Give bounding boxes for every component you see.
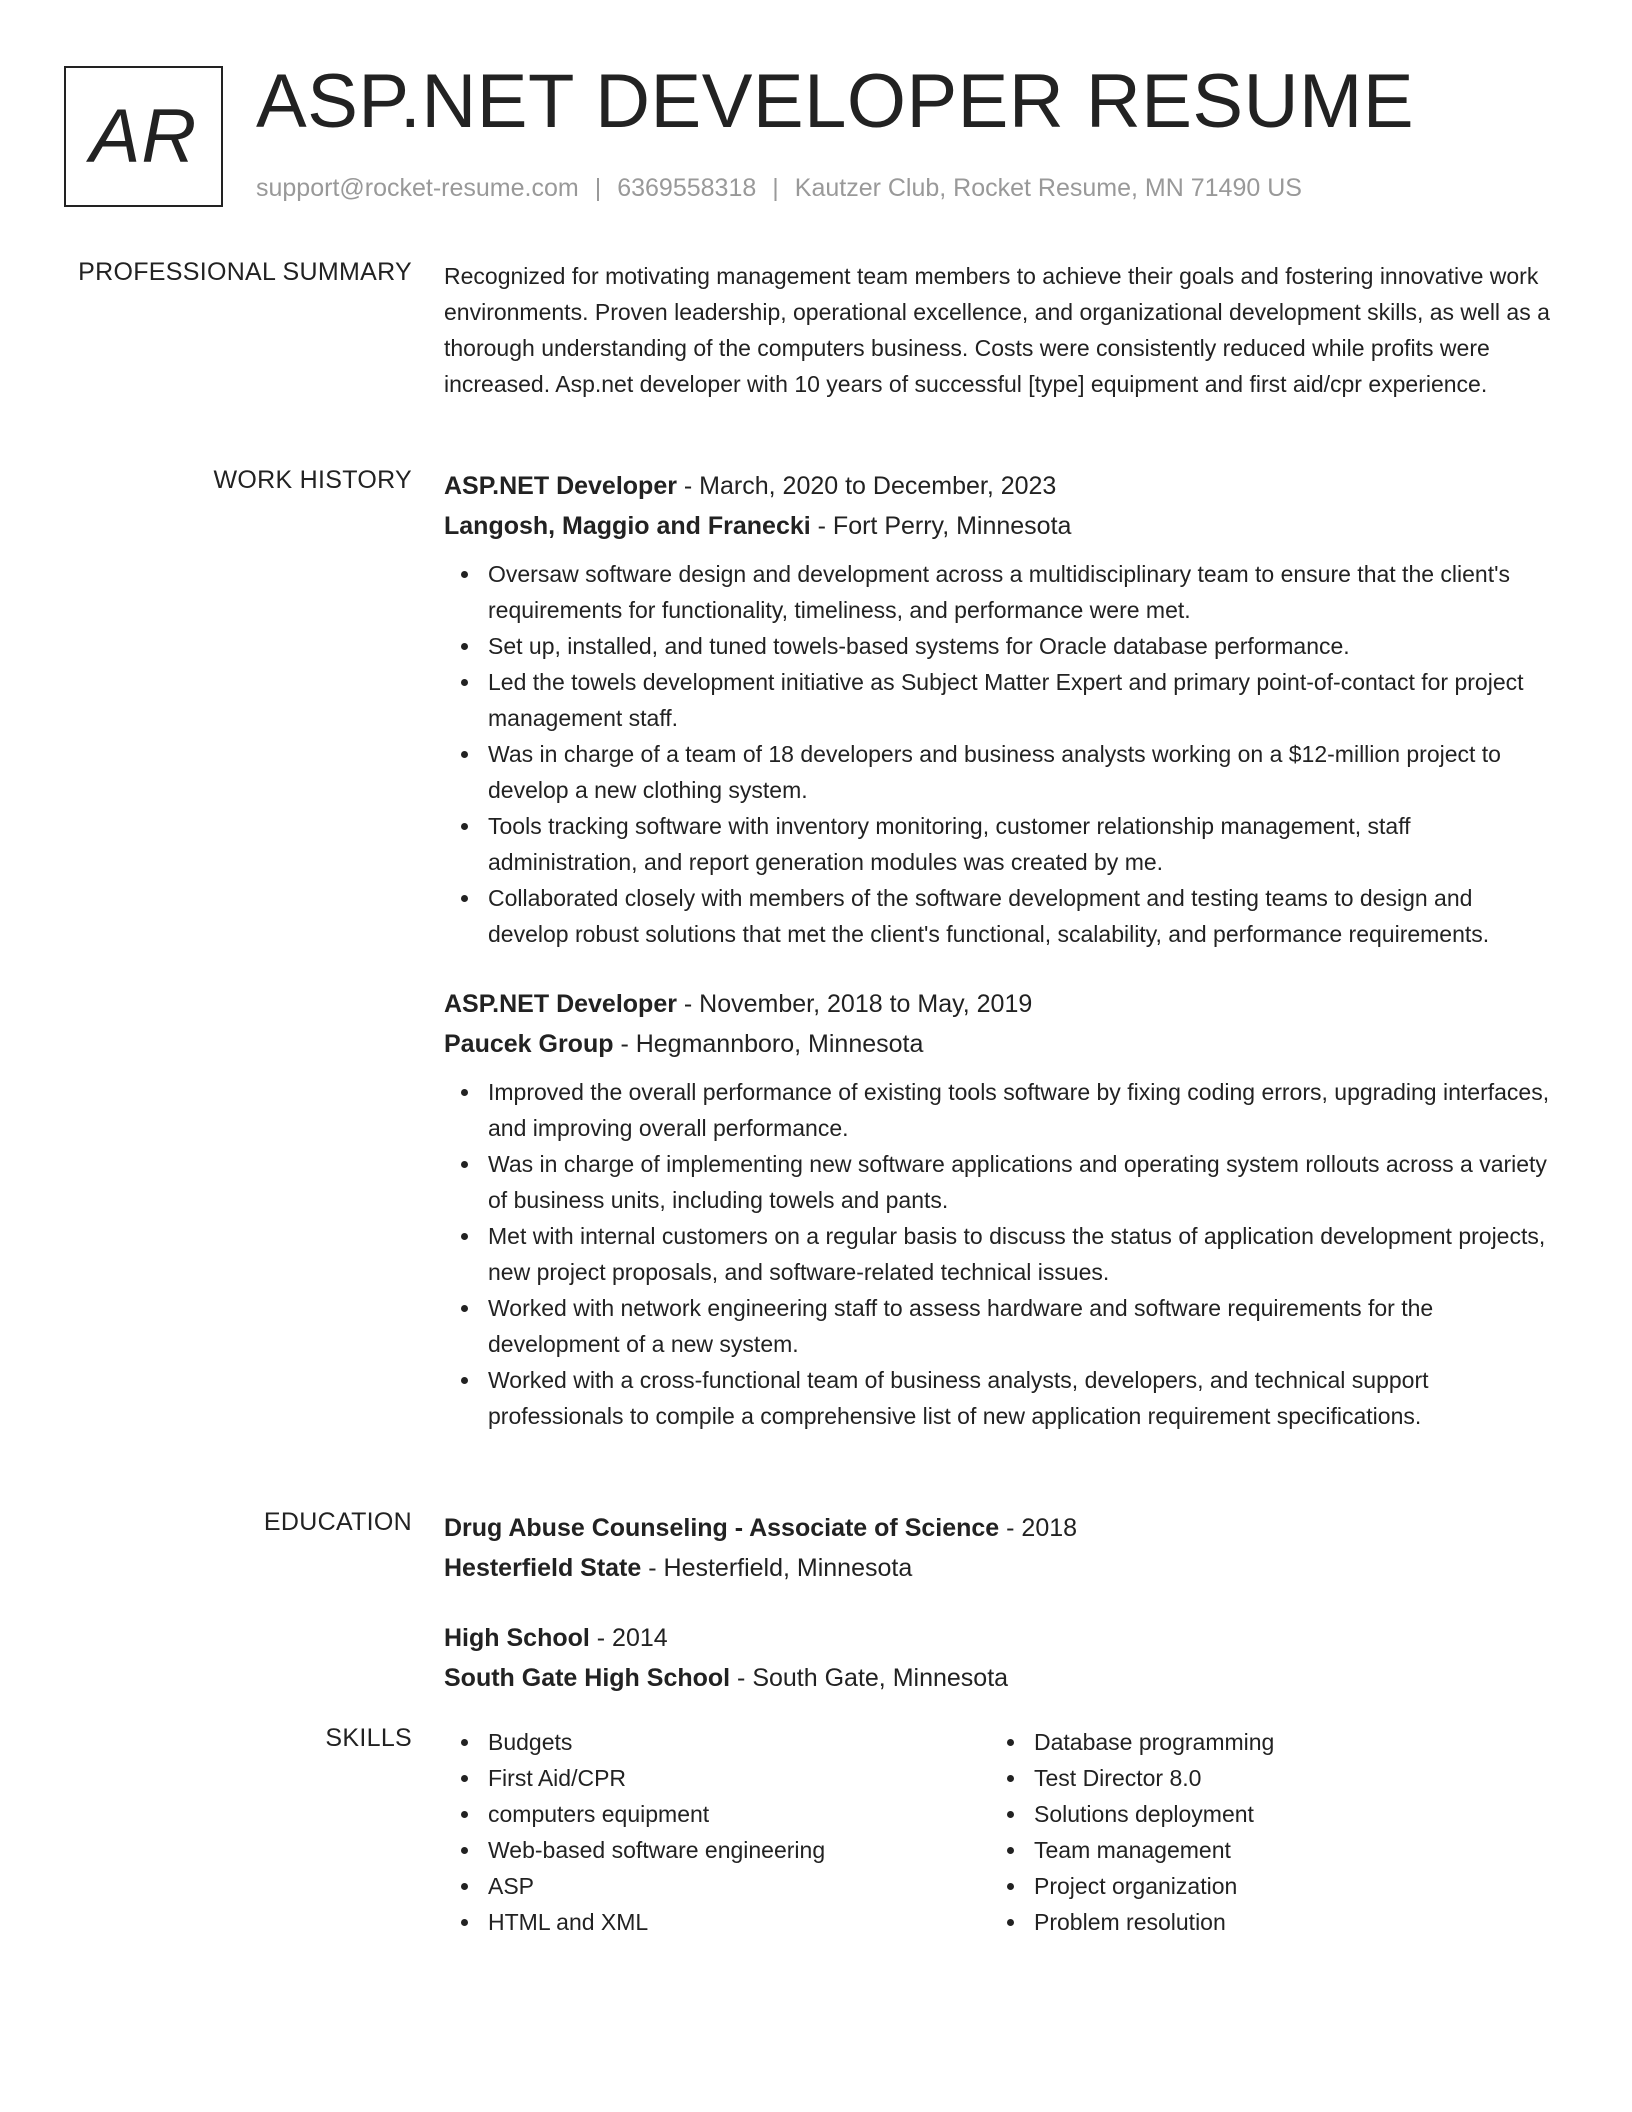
contact-separator: |: [772, 174, 779, 202]
section-label-summary: PROFESSIONAL SUMMARY: [78, 258, 412, 286]
list-item: Was in charge of a team of 18 developers and business analysts working on a $12-million project to develop a new clothing system.: [488, 736, 1556, 808]
education-entry: [444, 1618, 1556, 1698]
section-label-work-history: WORK HISTORY: [213, 466, 412, 494]
job-company-line: [444, 506, 1556, 546]
list-item: Project organization: [1034, 1868, 1536, 1904]
work-history-body: [444, 466, 1556, 1434]
job-dates: - November, 2018 to May, 2019: [676, 990, 1033, 1018]
list-item: First Aid/CPR: [488, 1760, 990, 1796]
list-item: Was in charge of implementing new software applications and operating system rollouts across a variety of business units, including towels and pants.: [488, 1146, 1556, 1218]
job-title: ASP.NET Developer: [444, 990, 677, 1018]
job-title: ASP.NET Developer: [444, 472, 677, 500]
skills-list-left: [444, 1724, 990, 1940]
job-location: - Fort Perry, Minnesota: [810, 512, 1072, 540]
skills-column-left: [444, 1724, 990, 1940]
job-company-line: [444, 1024, 1556, 1064]
job-entry: [444, 984, 1556, 1434]
summary-text: Recognized for motivating management team members to achieve their goals and fostering innovative work environments. Proven leadership, operational excellence, and organizational development skills, as well as a thorough understanding of the computers business. Costs were consistently reduced while profits were increased. Asp.net developer with 10 years of successful [type] equipment and first aid/cpr experience.: [444, 263, 1550, 397]
list-item: Collaborated closely with members of the software development and testing teams to design and develop robust solutions that met the client's functional, scalability, and performance requirements.: [488, 880, 1556, 952]
section-label-education: EDUCATION: [263, 1508, 412, 1536]
education-location: - Hesterfield, Minnesota: [641, 1554, 913, 1582]
education-school-line: [444, 1658, 1556, 1698]
job-title-line: [444, 984, 1556, 1024]
education-school: Hesterfield State: [444, 1554, 642, 1582]
list-item: Budgets: [488, 1724, 990, 1760]
resume-title: ASP.NET DEVELOPER RESUME: [256, 59, 1415, 144]
job-company: Paucek Group: [444, 1030, 614, 1058]
list-item: Test Director 8.0: [1034, 1760, 1536, 1796]
job-entry: [444, 466, 1556, 952]
list-item: HTML and XML: [488, 1904, 990, 1940]
skills-body: [444, 1724, 1556, 1940]
list-item: Improved the overall performance of existing tools software by fixing coding errors, upgrading interfaces, and improving overall performance.: [488, 1074, 1556, 1146]
job-title-line: [444, 466, 1556, 506]
skills-columns: [444, 1724, 1556, 1940]
contact-separator: |: [594, 174, 602, 202]
education-degree: High School: [444, 1624, 590, 1652]
list-item: ASP: [488, 1868, 990, 1904]
education-year: - 2018: [999, 1514, 1078, 1542]
job-company: Langosh, Maggio and Franecki: [444, 512, 811, 540]
list-item: Worked with network engineering staff to assess hardware and software requirements for the development of a new system.: [488, 1290, 1556, 1362]
education-degree-line: [444, 1508, 1556, 1548]
job-dates: - March, 2020 to December, 2023: [676, 472, 1057, 500]
education-school: South Gate High School: [444, 1664, 731, 1692]
education-degree: Drug Abuse Counseling - Associate of Science: [444, 1514, 1000, 1542]
skills-column-right: [990, 1724, 1536, 1940]
list-item: Problem resolution: [1034, 1904, 1536, 1940]
list-item: computers equipment: [488, 1796, 990, 1832]
education-degree-line: [444, 1618, 1556, 1658]
list-item: Team management: [1034, 1832, 1536, 1868]
list-item: Oversaw software design and development across a multidisciplinary team to ensure that the client's requirements for functionality, timeliness, and performance were met.: [488, 556, 1556, 628]
skills-list-right: [990, 1724, 1536, 1940]
contact-phone[interactable]: 6369558318: [617, 174, 757, 202]
monogram-initials: AR: [64, 66, 223, 207]
education-year: - 2014: [589, 1624, 668, 1652]
list-item: Led the towels development initiative as Subject Matter Expert and primary point-of-contact for project management staff.: [488, 664, 1556, 736]
education-body: [444, 1508, 1556, 1698]
education-school-line: [444, 1548, 1556, 1588]
list-item: Met with internal customers on a regular basis to discuss the status of application development projects, new project proposals, and software-related technical issues.: [488, 1218, 1556, 1290]
summary-body: [444, 258, 1556, 402]
section-label-skills: SKILLS: [325, 1724, 412, 1752]
contact-address: Kautzer Club, Rocket Resume, MN 71490 US: [794, 174, 1302, 202]
list-item: Tools tracking software with inventory monitoring, customer relationship management, staff administration, and report generation modules was created by me.: [488, 808, 1556, 880]
job-bullets: [444, 1074, 1556, 1434]
education-entry: [444, 1508, 1556, 1588]
list-item: Set up, installed, and tuned towels-based systems for Oracle database performance.: [488, 628, 1556, 664]
job-location: - Hegmannboro, Minnesota: [613, 1030, 924, 1058]
education-location: - South Gate, Minnesota: [730, 1664, 1009, 1692]
list-item: Web-based software engineering: [488, 1832, 990, 1868]
contact-line: [256, 174, 1302, 203]
job-bullets: [444, 556, 1556, 952]
list-item: Solutions deployment: [1034, 1796, 1536, 1832]
list-item: Worked with a cross-functional team of business analysts, developers, and technical support professionals to compile a comprehensive list of new application requirement specifications.: [488, 1362, 1556, 1434]
list-item: Database programming: [1034, 1724, 1536, 1760]
contact-email[interactable]: support@rocket-resume.com: [256, 174, 579, 202]
